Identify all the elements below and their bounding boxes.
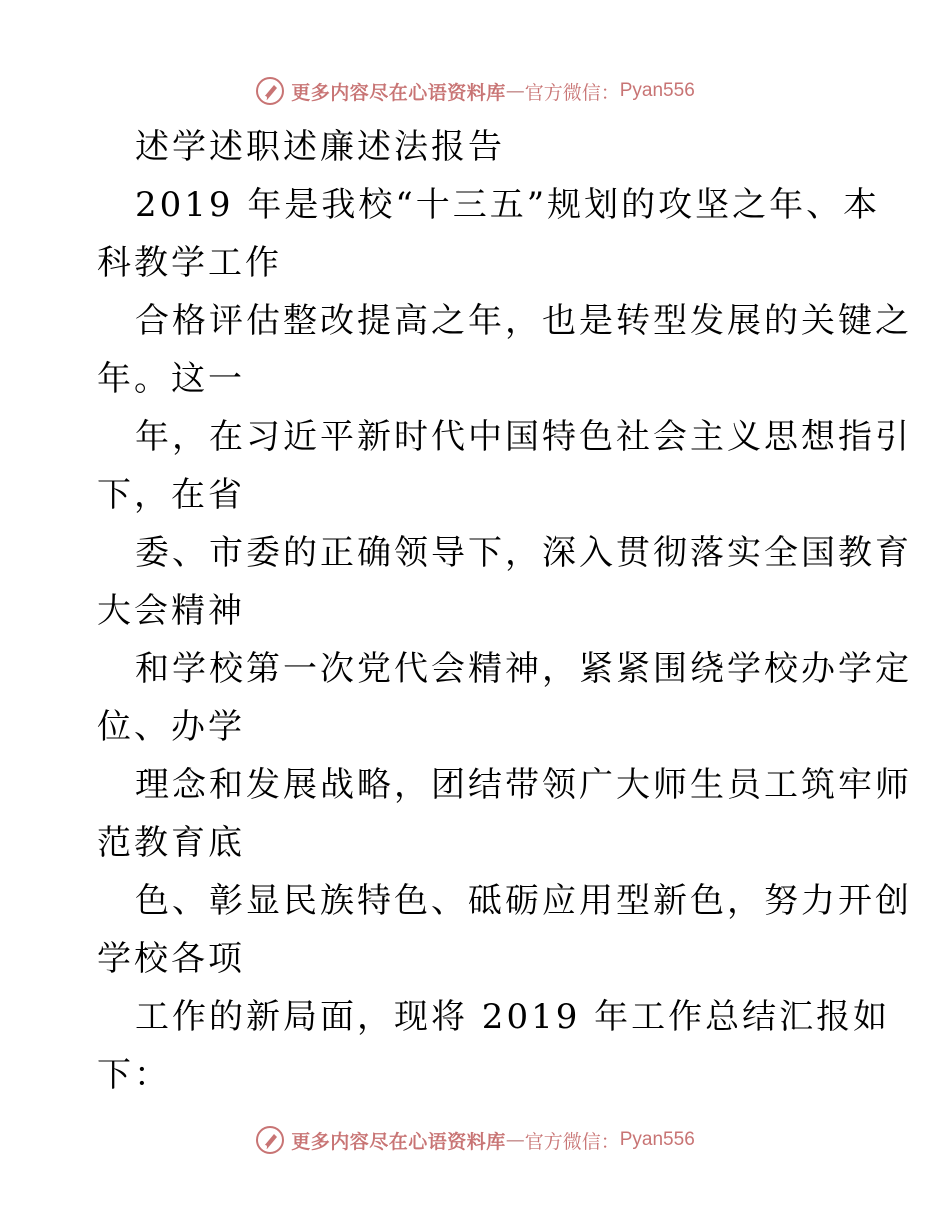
- document-line: 科教学工作: [97, 243, 282, 283]
- document-line: 范教育底: [97, 823, 245, 863]
- document-line: 年。这一: [97, 359, 245, 399]
- document-line: 色、彰显民族特色、砥砺应用型新色，努力开创: [135, 881, 912, 921]
- document-line: 理念和发展战略，团结带领广大师生员工筑牢师: [135, 765, 912, 805]
- document-line: 年，在习近平新时代中国特色社会主义思想指引: [135, 417, 912, 457]
- document-line: 合格评估整改提高之年，也是转型发展的关键之: [135, 301, 912, 341]
- document-line: 委、市委的正确领导下，深入贯彻落实全国教育: [135, 533, 912, 573]
- document-line: 位、办学: [97, 707, 245, 747]
- watermark-contact-id: Pyan556: [619, 80, 695, 101]
- watermark-contact-id: Pyan556: [619, 1129, 695, 1150]
- watermark-header: [0, 71, 950, 111]
- watermark-separator: —: [505, 1129, 525, 1151]
- document-line: 下，在省: [97, 475, 245, 515]
- document-line: 工作的新局面，现将 2019 年工作总结汇报如: [135, 997, 891, 1037]
- document-title: 述学述职述廉述法报告: [135, 127, 505, 167]
- document-body: [97, 118, 912, 1104]
- document-line: 下：: [97, 1055, 171, 1095]
- document-line: 学校各项: [97, 939, 245, 979]
- watermark-footer: [0, 1120, 950, 1160]
- document-line: 和学校第一次党代会精神，紧紧围绕学校办学定: [135, 649, 912, 689]
- document-line: 大会精神: [97, 591, 245, 631]
- watermark-contact-label: 官方微信：: [524, 81, 620, 104]
- watermark-separator: —: [505, 80, 525, 102]
- watermark-contact-label: 官方微信：: [524, 1130, 620, 1153]
- watermark-main-text: 更多内容尽在心语资料库: [291, 81, 506, 104]
- watermark-main-text: 更多内容尽在心语资料库: [291, 1130, 506, 1153]
- document-line: 2019 年是我校“十三五”规划的攻坚之年、本: [135, 185, 881, 225]
- pen-nib-logo-icon: [255, 76, 285, 106]
- pen-nib-logo-icon: [255, 1125, 285, 1155]
